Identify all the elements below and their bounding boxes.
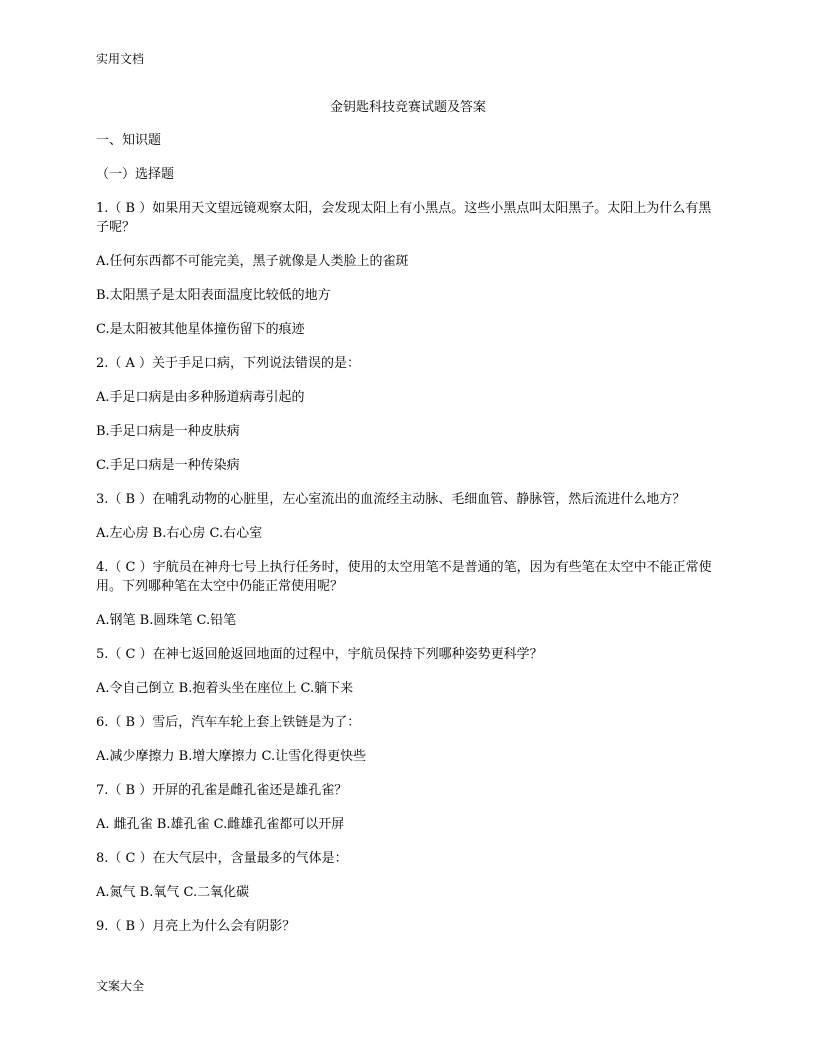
question-2-option-b: B.手足口病是一种皮肤病 <box>96 424 240 439</box>
question-2-option-c: C.手足口病是一种传染病 <box>96 458 240 473</box>
document-body <box>96 131 720 951</box>
section-heading: 一、知识题 <box>96 133 162 148</box>
question-2-option-a: A.手足口病是由多种肠道病毒引起的 <box>96 390 305 405</box>
question-5-stem: 5.（ C ）在神七返回舱返回地面的过程中，宇航员保持下列哪种姿势更科学？ <box>96 647 543 662</box>
question-8-stem: 8.（ C ）在大气层中，含量最多的气体是： <box>96 851 348 866</box>
question-4-options: A.钢笔 B.圆珠笔 C.铅笔 <box>96 613 237 628</box>
question-1-option-a: A.任何东西都不可能完美，黑子就像是人类脸上的雀斑 <box>96 254 409 269</box>
question-9-stem: 9.（ B ）月亮上为什么会有阴影？ <box>96 919 296 934</box>
page-footer: 文案大全 <box>96 979 145 993</box>
page-header: 实用文档 <box>96 52 145 66</box>
question-7-options: A. 雌孔雀 B.雄孔雀 C.雌雄孔雀都可以开屏 <box>96 817 345 832</box>
question-8-options: A.氮气 B.氧气 C.二氧化碳 <box>96 885 250 900</box>
document-title: 金钥匙科技竞赛试题及答案 <box>329 100 486 115</box>
question-4-stem: 4.（ C ）宇航员在神舟七号上执行任务时，使用的太空用笔不是普通的笔，因为有些笔在太空中不能正常使用。下列哪种笔在太空中仍能正常使用呢？ <box>96 560 712 594</box>
question-1-option-c: C.是太阳被其他星体撞伤留下的痕迹 <box>96 322 305 337</box>
question-6-options: A.减少摩擦力 B.增大摩擦力 C.让雪化得更快些 <box>96 749 367 764</box>
question-3-options: A.左心房 B.右心房 C.右心室 <box>96 526 263 541</box>
question-6-stem: 6.（ B ）雪后，汽车车轮上套上铁链是为了： <box>96 715 361 730</box>
section-subheading: （一）选择题 <box>96 167 175 182</box>
question-3-stem: 3.（ B ）在哺乳动物的心脏里，左心室流出的血流经主动脉、毛细血管、静脉管，然后流进什么地方？ <box>96 492 686 507</box>
question-1-option-b: B.太阳黑子是太阳表面温度比较低的地方 <box>96 288 331 303</box>
question-7-stem: 7.（ B ）开屏的孔雀是雌孔雀还是雄孔雀？ <box>96 783 348 798</box>
question-1-stem: 1.（ B ）如果用天文望远镜观察太阳，会发现太阳上有小黑点。这些小黑点叫太阳黑子。太阳上为什么有黑子呢？ <box>96 201 712 235</box>
question-2-stem: 2.（ A ）关于手足口病，下列说法错误的是： <box>96 356 361 371</box>
question-5-options: A.令自己倒立 B.抱着头坐在座位上 C.躺下来 <box>96 681 354 696</box>
